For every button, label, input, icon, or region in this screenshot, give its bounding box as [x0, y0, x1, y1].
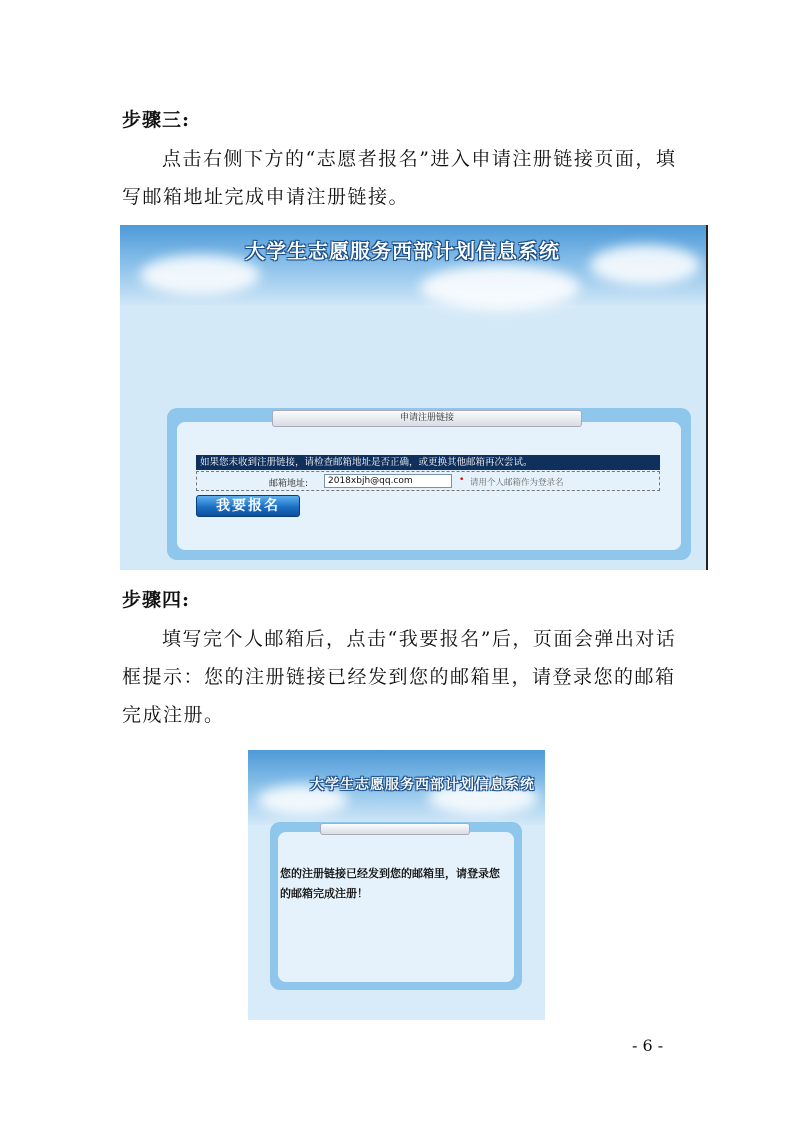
step3-paragraph: 点击右侧下方的“志愿者报名”进入申请注册链接页面，填写邮箱地址完成申请注册链接。	[122, 148, 677, 208]
email-label: 邮箱地址:	[269, 479, 309, 489]
step4-paragraph: 填写完个人邮箱后，点击“我要报名”后，页面会弹出对话框提示：您的注册链接已经发到您的邮箱里，请登录您的邮箱完成注册。	[122, 628, 677, 726]
panel-tab	[320, 823, 470, 835]
step4-title: 步骤四:	[122, 589, 191, 611]
message-panel-body	[278, 832, 514, 982]
email-hint: 请用个人邮箱作为登录名	[470, 478, 564, 488]
page-number: - 6 -	[632, 1036, 664, 1055]
required-mark: •	[459, 475, 465, 485]
confirmation-message: 您的注册链接已经发到您的邮箱里，请登录您的邮箱完成注册！	[280, 867, 500, 900]
info-message-bar: 如果您未收到注册链接，请检查邮箱地址是否正确，或更换其他邮箱再次尝试。	[196, 455, 660, 470]
registration-screenshot	[120, 225, 708, 570]
message-panel	[270, 822, 522, 990]
system-title: 大学生志愿服务西部计划信息系统	[245, 239, 560, 263]
step3-title: 步骤三:	[122, 109, 191, 131]
apply-button[interactable]: 我要报名	[196, 495, 300, 517]
email-input[interactable]: 2018xbjh@qq.com	[324, 474, 452, 488]
email-row	[196, 471, 660, 491]
system-title: 大学生志愿服务西部计划信息系统	[310, 777, 535, 793]
panel-tab-title: 申请注册链接	[272, 410, 582, 427]
confirmation-screenshot	[248, 750, 545, 1020]
